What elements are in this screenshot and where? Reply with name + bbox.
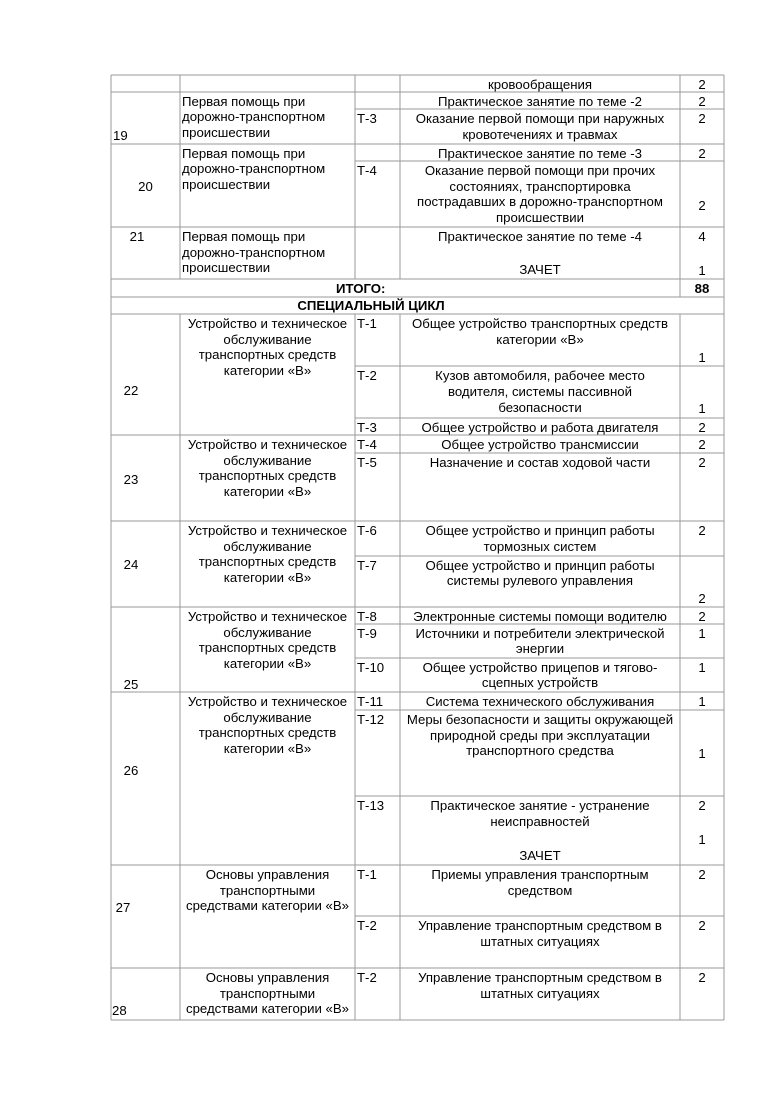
lesson-hours: 2 bbox=[698, 867, 706, 882]
lesson-name: состояниях, транспортировка bbox=[449, 179, 631, 194]
lesson-hours: 1 bbox=[698, 350, 706, 365]
lesson-name: Оказание первой помощи при прочих bbox=[424, 163, 656, 178]
lesson-hours: 2 bbox=[698, 437, 706, 452]
lesson-hours: 1 bbox=[698, 626, 706, 641]
topic-line: категории «В» bbox=[223, 484, 312, 499]
lesson-name: энергии bbox=[515, 641, 565, 656]
lesson-name: Меры безопасности и защиты окружающей bbox=[406, 712, 674, 727]
topic-line: Первая помощь при bbox=[182, 94, 306, 109]
lesson-hours: 1 bbox=[698, 832, 706, 847]
lesson-hours: 2 bbox=[698, 146, 706, 161]
row-number: 23 bbox=[123, 472, 139, 487]
lesson-name: Общее устройство трансмиссии bbox=[441, 437, 639, 452]
topic-line: дорожно-транспортном bbox=[182, 161, 326, 176]
lesson-code: Т-9 bbox=[357, 626, 377, 641]
lesson-name: Практическое занятие по теме -3 bbox=[438, 146, 642, 161]
topic-line: Первая помощь при bbox=[182, 146, 306, 161]
lesson-code: Т-3 bbox=[357, 420, 377, 435]
topic-line: категории «В» bbox=[223, 570, 312, 585]
lesson-hours: 1 bbox=[698, 263, 706, 278]
topic-line: категории «В» bbox=[223, 363, 312, 378]
topic-line: Устройство и техническое bbox=[187, 316, 348, 331]
topic-line: обслуживание bbox=[223, 539, 312, 554]
topic-line: транспортных средств bbox=[198, 640, 337, 655]
lesson-hours: 2 bbox=[698, 455, 706, 470]
lesson-hours: 1 bbox=[698, 694, 706, 709]
topic-line: Устройство и техническое bbox=[187, 694, 348, 709]
lesson-hours: 2 bbox=[698, 77, 706, 92]
lesson-code: Т-10 bbox=[357, 660, 385, 675]
lesson-hours: 1 bbox=[698, 660, 706, 675]
lesson-name: Кузов автомобиля, рабочее место bbox=[435, 368, 645, 383]
topic-line: дорожно-транспортном bbox=[182, 245, 326, 260]
total-value: 88 bbox=[694, 281, 710, 296]
lesson-code: Т-13 bbox=[357, 798, 385, 813]
lesson-code: Т-1 bbox=[357, 867, 377, 882]
lesson-name: транспортного средства bbox=[466, 743, 614, 758]
topic-line: обслуживание bbox=[223, 453, 312, 468]
lesson-code: Т-8 bbox=[357, 609, 377, 624]
lesson-hours: 4 bbox=[698, 229, 706, 244]
lesson-name: системы рулевого управления bbox=[446, 573, 634, 588]
lesson-name: Практическое занятие по теме -4 bbox=[438, 229, 642, 244]
lesson-name: Практическое занятие - устранение bbox=[430, 798, 650, 813]
topic-line: транспортными bbox=[219, 986, 316, 1001]
lesson-name: Назначение и состав ходовой части bbox=[429, 455, 651, 470]
section-heading: СПЕЦИАЛЬНЫЙ ЦИКЛ bbox=[297, 298, 445, 313]
lesson-name: сцепных устройств bbox=[481, 675, 599, 690]
topic-line: обслуживание bbox=[223, 332, 312, 347]
lesson-hours: 2 bbox=[698, 591, 706, 606]
row-number: 28 bbox=[112, 1003, 127, 1018]
topic-line: происшествии bbox=[182, 177, 271, 192]
row-number: 22 bbox=[123, 383, 139, 398]
topic-line: происшествии bbox=[182, 125, 271, 140]
lesson-name: происшествии bbox=[495, 210, 585, 225]
topic-line: транспортных средств bbox=[198, 725, 337, 740]
lesson-hours: 2 bbox=[698, 970, 706, 985]
lesson-code: Т-5 bbox=[357, 455, 377, 470]
credit-label: ЗАЧЕТ bbox=[519, 848, 561, 863]
topic-line: транспортными bbox=[219, 883, 316, 898]
lesson-name: кровообращения bbox=[487, 77, 592, 92]
credit-label: ЗАЧЕТ bbox=[519, 262, 561, 277]
topic-line: транспортных средств bbox=[198, 554, 337, 569]
topic-line: происшествии bbox=[182, 260, 271, 275]
lesson-name: Электронные системы помощи водителю bbox=[413, 609, 667, 624]
lesson-code: Т-2 bbox=[357, 368, 377, 383]
lesson-name: природной среды при эксплуатации bbox=[430, 728, 650, 743]
lesson-name: Управление транспортным средством в bbox=[418, 970, 662, 985]
lesson-name: Приемы управления транспортным bbox=[431, 867, 649, 882]
lesson-name: средством bbox=[507, 883, 573, 898]
lesson-name: пострадавших в дорожно-транспортном bbox=[417, 194, 663, 209]
lesson-code: Т-1 bbox=[357, 316, 377, 331]
topic-line: Устройство и техническое bbox=[187, 523, 348, 538]
lesson-name: водителя, системы пассивной bbox=[448, 384, 632, 399]
lesson-hours: 2 bbox=[698, 94, 706, 109]
lesson-hours: 1 bbox=[698, 746, 706, 761]
lesson-code: Т-11 bbox=[357, 694, 384, 709]
lesson-name: Общее устройство и принцип работы bbox=[425, 523, 655, 538]
lesson-code: Т-7 bbox=[357, 558, 377, 573]
lesson-name: Источники и потребители электрической bbox=[415, 626, 665, 641]
lesson-name: Общее устройство прицепов и тягово- bbox=[422, 660, 658, 675]
lesson-hours: 1 bbox=[698, 401, 706, 416]
row-number: 26 bbox=[123, 763, 139, 778]
lesson-hours: 2 bbox=[698, 198, 706, 213]
row-number: 25 bbox=[123, 677, 139, 692]
topic-line: дорожно-транспортном bbox=[182, 109, 326, 124]
lesson-code: Т-12 bbox=[357, 712, 385, 727]
topic-line: Устройство и техническое bbox=[187, 437, 348, 452]
topic-line: обслуживание bbox=[223, 710, 312, 725]
total-label: ИТОГО: bbox=[336, 281, 386, 296]
lesson-name: кровотечениях и травмах bbox=[462, 127, 618, 142]
lesson-name: штатных ситуациях bbox=[480, 934, 600, 949]
lesson-name: тормозных систем bbox=[483, 539, 597, 554]
row-number: 24 bbox=[123, 557, 139, 572]
topic-line: транспортных средств bbox=[198, 347, 337, 362]
lesson-name: Общее устройство и принцип работы bbox=[425, 558, 655, 573]
topic-line: Первая помощь при bbox=[182, 229, 306, 244]
lesson-name: Общее устройство транспортных средств bbox=[412, 316, 668, 331]
lesson-name: Управление транспортным средством в bbox=[418, 918, 662, 933]
lesson-hours: 2 bbox=[698, 420, 706, 435]
lesson-name: штатных ситуациях bbox=[480, 986, 600, 1001]
row-number: 27 bbox=[115, 900, 131, 915]
topic-line: обслуживание bbox=[223, 625, 312, 640]
lesson-hours: 2 bbox=[698, 111, 706, 126]
row-number: 19 bbox=[113, 128, 128, 143]
topic-line: средствами категории «В» bbox=[186, 898, 349, 913]
lesson-hours: 2 bbox=[698, 523, 706, 538]
row-number: 21 bbox=[129, 229, 145, 244]
topic-line: категории «В» bbox=[223, 656, 312, 671]
topic-line: Устройство и техническое bbox=[187, 609, 348, 624]
lesson-name: Практическое занятие по теме -2 bbox=[438, 94, 642, 109]
topic-line: транспортных средств bbox=[198, 468, 337, 483]
lesson-name: Общее устройство и работа двигателя bbox=[421, 420, 659, 435]
topic-line: категории «В» bbox=[223, 741, 312, 756]
lesson-hours: 2 bbox=[698, 609, 706, 624]
lesson-name: категории «В» bbox=[496, 332, 584, 347]
lesson-code: Т-4 bbox=[357, 437, 377, 452]
topic-line: Основы управления bbox=[205, 867, 330, 882]
lesson-name: Оказание первой помощи при наружных bbox=[415, 111, 665, 126]
lesson-code: Т-3 bbox=[357, 111, 377, 126]
lesson-hours: 2 bbox=[698, 798, 706, 813]
row-number: 20 bbox=[138, 179, 153, 194]
lesson-code: Т-4 bbox=[357, 163, 377, 178]
lesson-hours: 2 bbox=[698, 918, 706, 933]
lesson-code: Т-2 bbox=[357, 970, 377, 985]
topic-line: Основы управления bbox=[205, 970, 330, 985]
topic-line: средствами категории «В» bbox=[186, 1001, 349, 1016]
lesson-code: Т-6 bbox=[357, 523, 377, 538]
lesson-name: безопасности bbox=[498, 400, 582, 415]
lesson-name: неисправностей bbox=[490, 814, 590, 829]
lesson-name: Система технического обслуживания bbox=[425, 694, 655, 709]
lesson-code: Т-2 bbox=[357, 918, 377, 933]
